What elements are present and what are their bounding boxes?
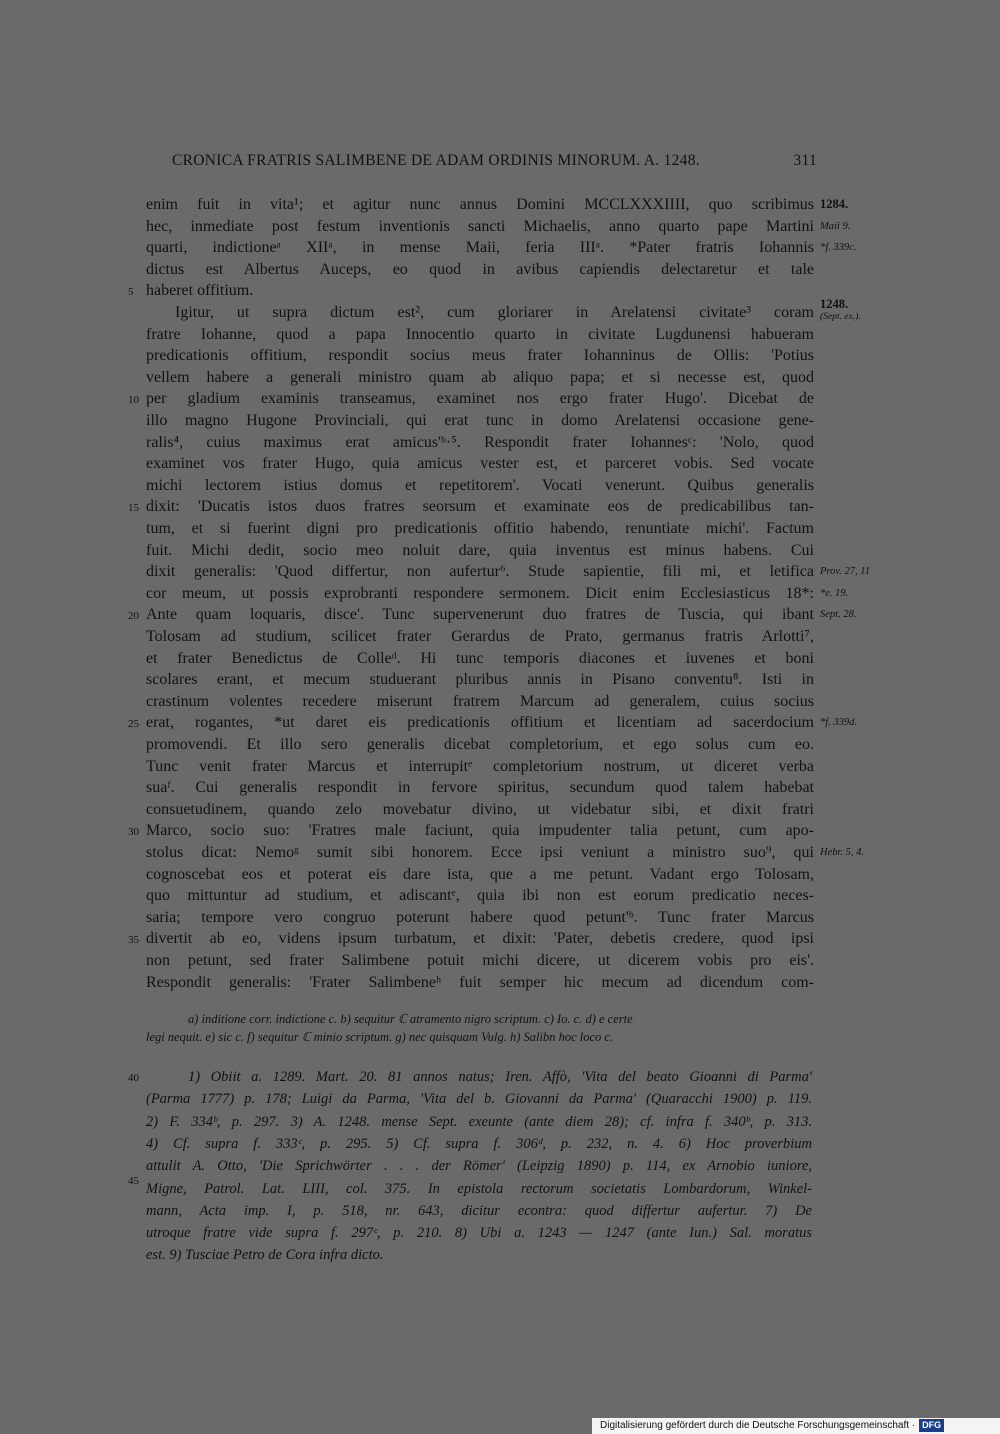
- footnote-line: utroque fratre vide supra f. 297ᶜ, p. 210. 8) Ubi a. 1243 — 1247 (ante Iun.) Sal. moratus: [146, 1225, 812, 1242]
- text-line: crastinum volentes recedere miserunt fratrem Marcum ad generalem, cuius socius: [146, 692, 814, 710]
- line-number: 10: [128, 394, 139, 406]
- text-line: predicationis offitium, respondit socius meus frater Iohanninus de Ollis: 'Potius: [146, 347, 814, 365]
- dfg-logo: DFG: [919, 1419, 944, 1432]
- text-line: examinet vos frater Hugo, quia amicus vester est, et parceret vobis. Sed vocate: [146, 455, 814, 473]
- text-line: illo magno Hugone Provinciali, qui erat tunc in domo Arelatensi occasione gene-: [146, 412, 814, 429]
- text-line: Respondit generalis: 'Frater Salimbeneʰ fuit semper hic mecum ad dicendum com-: [146, 973, 814, 991]
- apparatus-line: a) inditione corr. indictione c. b) sequitur ℂ atramento nigro scriptum. c) Io. c. d) e certe: [188, 1012, 633, 1026]
- margin-reference: Prov. 27, 11: [820, 566, 870, 578]
- text-line: quarti, indictioneᵃ XIIᵃ, in mense Maii, feria IIIᵃ. *Pater fratris Iohannis: [146, 239, 814, 257]
- footnote-line: (Parma 1777) p. 178; Luigi da Parma, 'Vita del b. Giovanni da Parma' (Quaracchi 1900) p. 119.: [146, 1091, 812, 1108]
- margin-reference: Hebr. 5, 4.: [820, 847, 865, 858]
- text-line: hec, inmediate post festum inventionis sancti Michaelis, anno quarto pape Martini: [146, 217, 814, 235]
- footnote-line: 4) Cf. supra f. 333ᶜ, p. 295. 5) Cf. supra f. 306ᵈ, p. 232, n. 4. 6) Hoc proverbium: [146, 1135, 812, 1152]
- text-line: Tolosam ad studium, scilicet frater Gerardus de Prato, germanus fratris Arlotti⁷,: [146, 628, 814, 645]
- line-number: 40: [128, 1072, 139, 1084]
- footer-text: Digitalisierung gefördert durch die Deutsche Forschungsgemeinschaft ·: [600, 1420, 916, 1431]
- text-line: michi lectorem istius domus et repetitorem'. Vocati venerunt. Quibus generalis: [146, 476, 814, 494]
- text-line: Igitur, ut supra dictum est², cum gloriarer in Arelatensi civitate³ coram: [175, 304, 814, 321]
- margin-date: (Sept. ex.).: [820, 312, 861, 322]
- margin-date: Maii 9.: [820, 220, 851, 232]
- text-line: stolus dicat: Nemoᵍ sumit sibi honorem. Ecce ipsi veniunt a ministro suo⁹, qui: [146, 844, 814, 861]
- line-number: 15: [128, 502, 139, 514]
- text-line: suaᶠ. Cui generalis respondit in fervore spiritus, secundum quod talem habebat: [146, 779, 814, 797]
- margin-folio: *f. 339c.: [820, 242, 857, 254]
- apparatus-line: legi nequit. e) sic c. f) sequitur ℂ minio scriptum. g) nec quisquam Vulg. h) Salibn hoc loco c.: [146, 1030, 614, 1044]
- funding-footer: [592, 1418, 1000, 1434]
- text-line: quo mittuntur ad studium, et adiscantᵉ, quia ibi non est eorum predicatio neces-: [146, 887, 814, 905]
- text-line: tum, et si fuerint digni pro predicationis offitio habendo, renuntiate michi'. Factum: [146, 520, 814, 537]
- text-line: fratre Iohanne, quod a papa Innocentio quarto in civitate Lugdunensi habueram: [146, 325, 814, 343]
- text-line: dixit generalis: 'Quod differtur, non aufertur⁶. Stude sapientie, fili mi, et letifica: [146, 563, 814, 581]
- text-line: scolares erant, et mecum studuerant pluribus annis in Pisano conventu⁸. Isti in: [146, 671, 814, 689]
- text-line: fuit. Michi dedit, socio meo noluit dare, quia inventus est minus habens. Cui: [146, 541, 814, 559]
- line-number: 25: [128, 718, 139, 730]
- line-number: 20: [128, 610, 139, 622]
- text-line: per gladium examinis transeamus, examinet nos ergo frater Hugo'. Dicebat de: [146, 390, 814, 408]
- text-line: promovendi. Et illo sero generalis dicebat completorium, et ego solus cum eo.: [146, 736, 814, 753]
- text-line: Tunc venit frater Marcus et interrupitᵉ completorium nostrum, ut diceret verba: [146, 757, 814, 775]
- text-line: non petunt, sed frater Salimbene potuit michi dicere, ut dicerem vobis pro eis'.: [146, 952, 814, 969]
- text-line: cognoscebat eos et poterat eis dare ista, que a me petunt. Vadant ergo Tolosam,: [146, 865, 814, 883]
- margin-date: Sept. 28.: [820, 609, 857, 621]
- footnote-line: Migne, Patrol. Lat. LIII, col. 375. In epistola rectorum societatis Lombardorum, Winkel-: [146, 1180, 812, 1197]
- margin-folio: *e. 19.: [820, 587, 849, 599]
- header-title: CRONICA FRATRIS SALIMBENE DE ADAM ORDINIS MINORUM. A. 1248.: [172, 152, 700, 169]
- text-line: vellem habere a generali ministro quam ab aliquo papa; et si necesse est, quod: [146, 368, 814, 386]
- footnote-line: mann, Acta imp. I, p. 518, nr. 643, dicitur econtra: quod differtur aufertur. 7) De: [146, 1202, 812, 1219]
- margin-year: 1248.: [820, 297, 849, 311]
- footnote-line: attulit A. Otto, 'Die Sprichwörter . . . der Römer' (Leipzig 1890) p. 114, ex Arnobio iuniore,: [146, 1158, 812, 1175]
- text-line: divertit ab eo, videns ipsum turbatum, et dixit: 'Pater, debetis credere, quod ipsi: [146, 930, 814, 948]
- text-line: cor meum, ut possis exprobranti respondere sermonem. Dicit enim Ecclesiasticus 18*:: [146, 584, 814, 602]
- text-line: enim fuit in vita¹; et agitur nunc annus Domini MCCLXXXIIII, quo scribimus: [146, 196, 814, 213]
- line-number: 35: [128, 934, 139, 946]
- line-number: 5: [128, 286, 134, 298]
- text-line: et frater Benedictus de Colleᵈ. Hi tunc temporis diacones et iuvenes et boni: [146, 649, 814, 667]
- text-line: erat, rogantes, *ut daret eis predicationis offitium et licentiam ad sacerdocium: [146, 714, 814, 732]
- margin-folio: *f. 339d.: [820, 717, 858, 729]
- margin-year: 1284.: [820, 197, 849, 211]
- text-line: dictus est Albertus Auceps, eo quod in avibus capiendis delectaretur et tale: [146, 260, 814, 278]
- line-number: 30: [128, 826, 139, 838]
- text-line: Ante quam loquaris, disce'. Tunc supervenerunt duo fratres de Tuscia, qui ibant: [146, 606, 814, 624]
- page-number: 311: [793, 152, 817, 169]
- footnote-line: 2) F. 334ᵇ, p. 297. 3) A. 1248. mense Sept. exeunte (ante diem 28); cf. infra f. 340ᵇ, p. 313.: [146, 1113, 812, 1130]
- text-line: dixit: 'Ducatis istos duos fratres seorsum et examinate eos de predicabilibus tan-: [146, 498, 814, 516]
- text-line: consuetudinem, quando zelo movebatur divino, ut videbatur sibi, et dixit fratri: [146, 800, 814, 818]
- text-line: ralis⁴, cuius maximus erat amicus'ᵇ·⁵. Respondit frater Iohannesᶜ: 'Nolo, quod: [146, 433, 814, 451]
- line-number: 45: [128, 1175, 139, 1187]
- footnote-line: est. 9) Tusciae Petro de Cora infra dicto.: [146, 1247, 384, 1264]
- running-header: [172, 152, 817, 170]
- text-line: haberet offitium.: [146, 282, 254, 300]
- footnote-line: 1) Obiit a. 1289. Mart. 20. 81 annos natus; Iren. Affò, 'Vita del beato Gioanni di Parma': [188, 1069, 812, 1085]
- text-line: Marco, socio suo: 'Fratres male faciunt, quia impudenter talia petunt, cum apo-: [146, 822, 814, 840]
- text-line: saria; tempore vero congruo poterunt habere quod petunt'ᵇ. Tunc frater Marcus: [146, 908, 814, 926]
